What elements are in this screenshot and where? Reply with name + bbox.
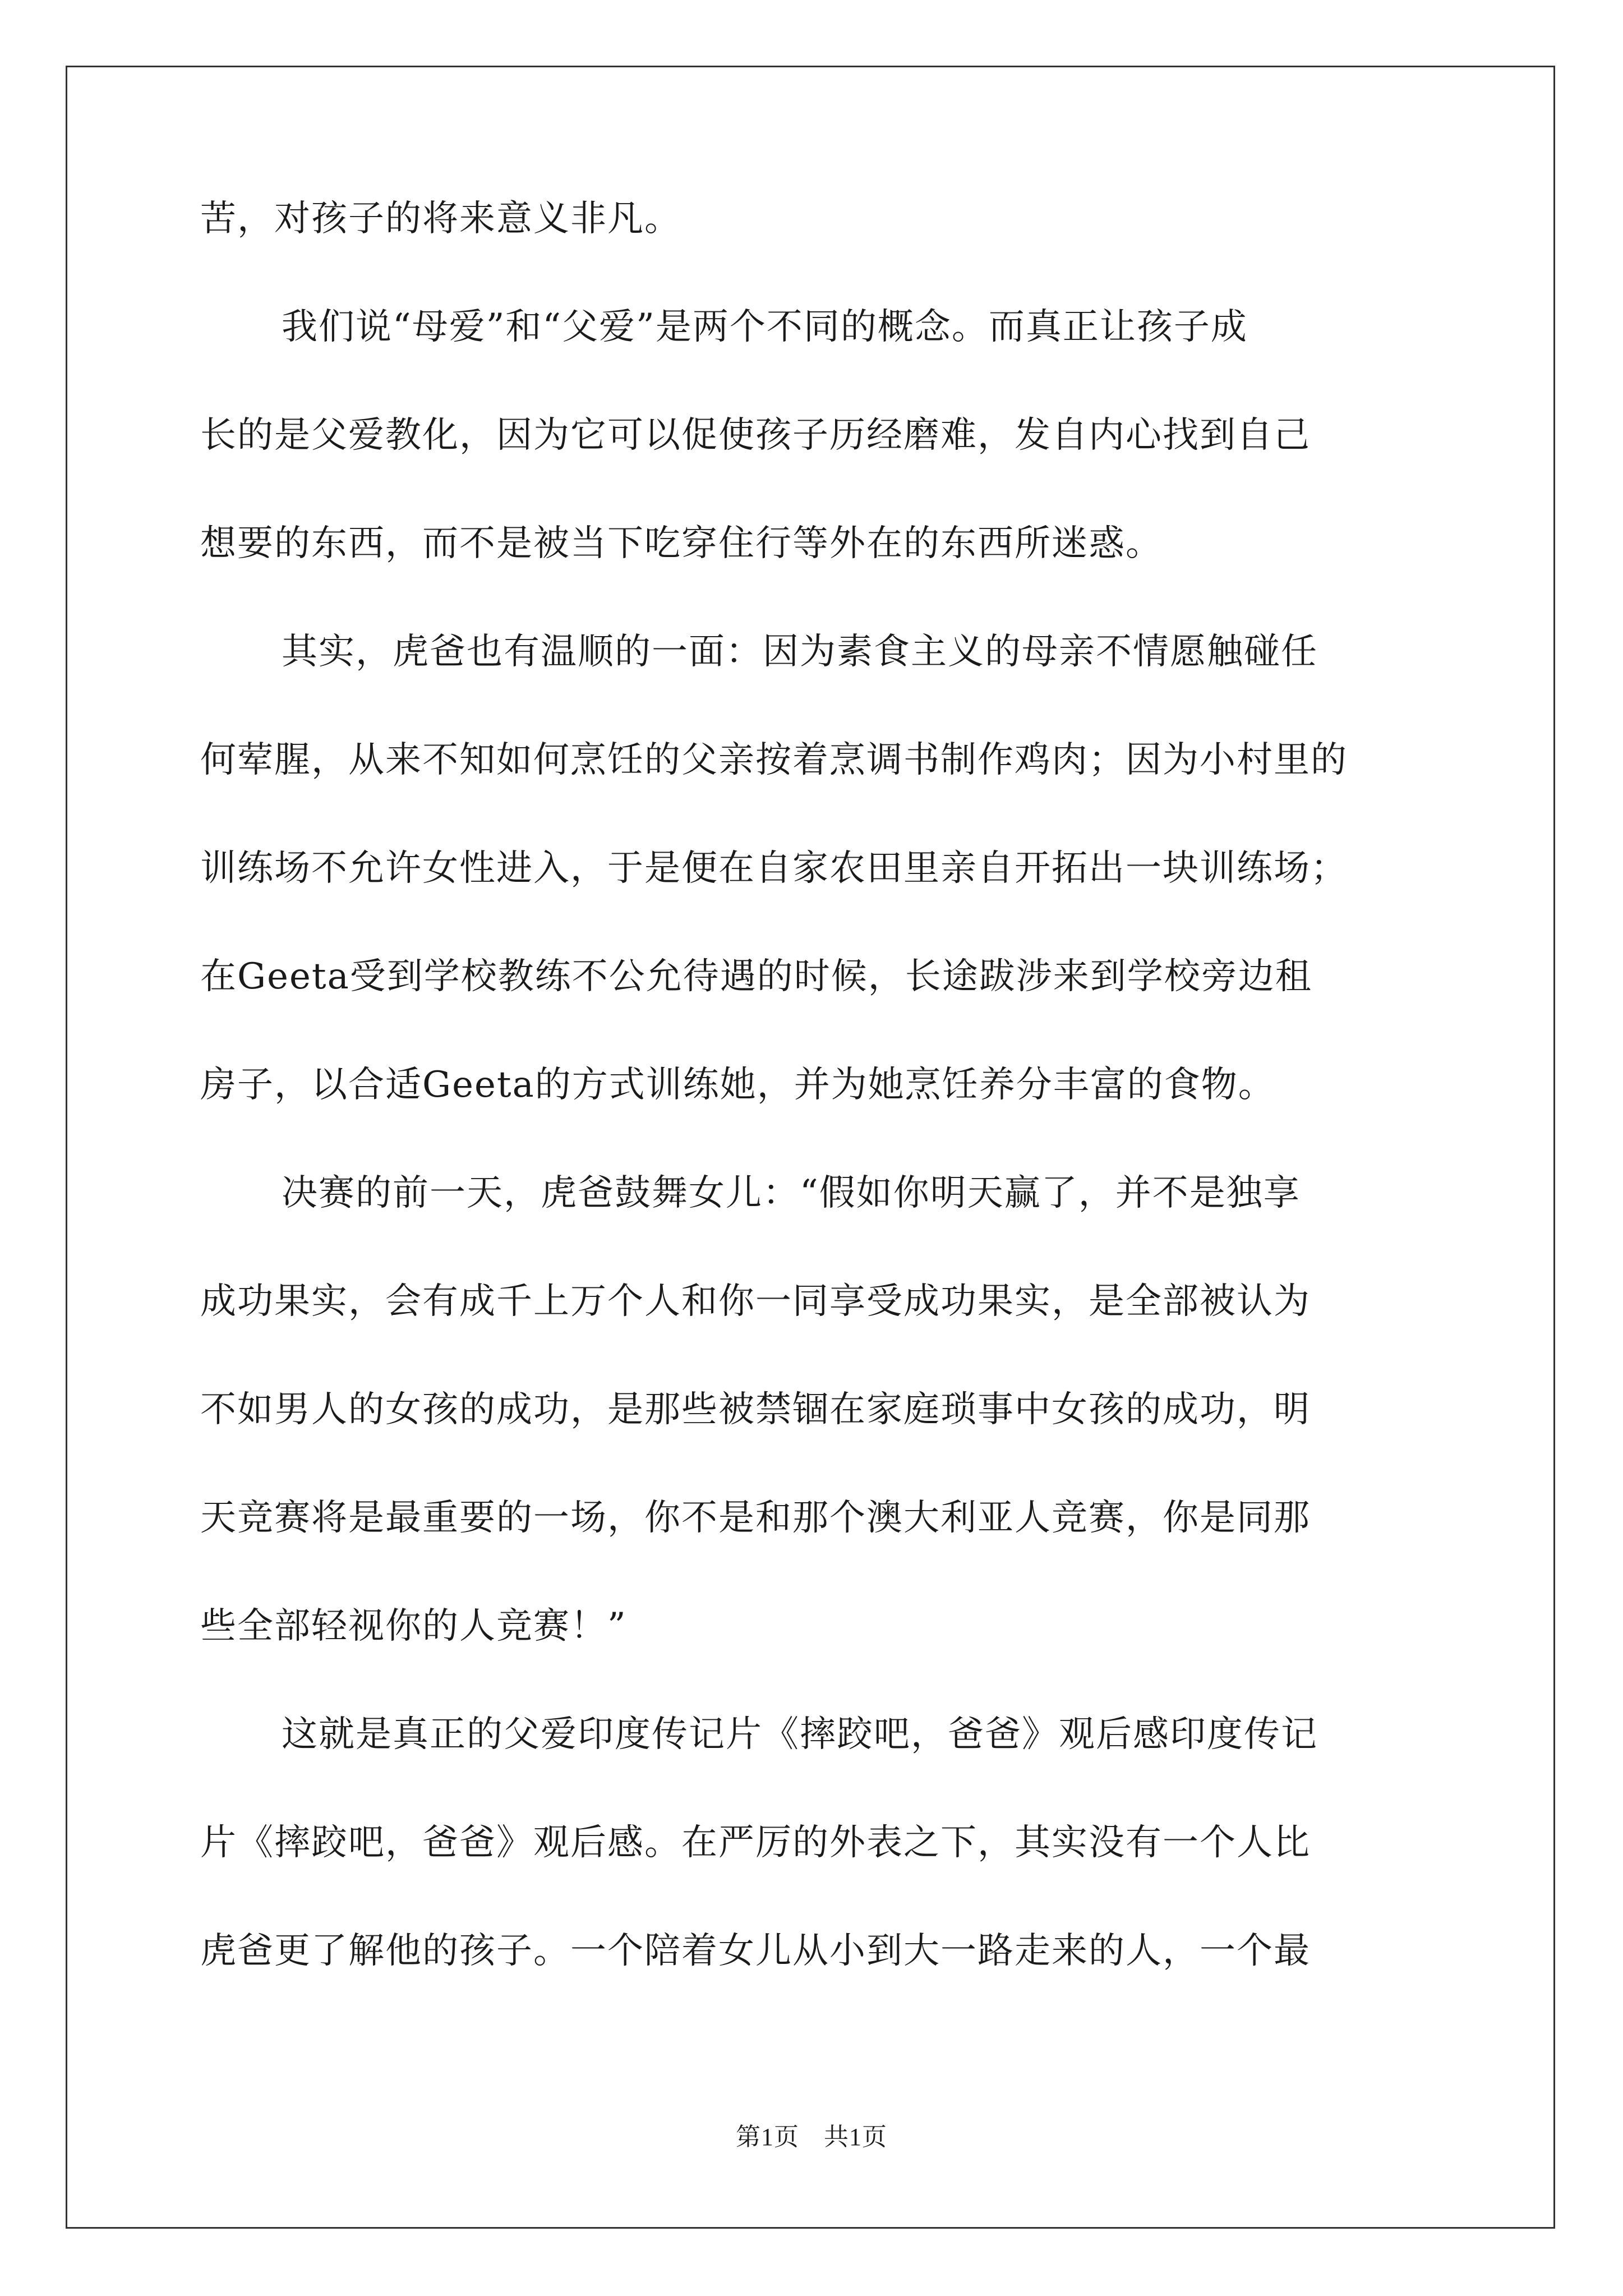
paragraph-start-line: 这就是真正的父爱印度传记片《摔跤吧，爸爸》观后感印度传记 (282, 1714, 1318, 1755)
text-line: 何荤腥，从来不知如何烹饪的父亲按着烹调书制作鸡肉；因为小村里的 (200, 739, 1348, 781)
text-line: 些全部轻视你的人竞赛！” (200, 1605, 627, 1647)
text-line: 片《摔跤吧，爸爸》观后感。在严厉的外表之下，其实没有一个人比 (200, 1822, 1311, 1864)
text-line: 房子，以合适Geeta的方式训练她，并为她烹饪养分丰富的食物。 (200, 1064, 1275, 1106)
paragraph-start-line: 我们说“母爱”和“父爱”是两个不同的概念。而真正让孩子成 (282, 306, 1248, 348)
text-line: 训练场不允许女性进入，于是便在自家农田里亲自开拓出一块训练场； (200, 848, 1348, 889)
page-total: 共1页 (824, 2123, 887, 2151)
text-line: 长的是父爱教化，因为它可以促使孩子历经磨难，发自内心找到自己 (200, 415, 1311, 456)
text-line: 在Geeta受到学校教练不公允待遇的时候，长途跋涉来到学校旁边租 (200, 956, 1312, 997)
paragraph-start-line: 其实，虎爸也有温顺的一面：因为素食主义的母亲不情愿触碰任 (282, 631, 1318, 673)
paragraph-start-line: 决赛的前一天，虎爸鼓舞女儿：“假如你明天赢了，并不是独享 (282, 1172, 1301, 1214)
page-footer (0, 2120, 1623, 2154)
text-line: 成功果实，会有成千上万个人和你一同享受成功果实，是全部被认为 (200, 1281, 1311, 1322)
text-line: 想要的东西，而不是被当下吃穿住行等外在的东西所迷惑。 (200, 523, 1163, 564)
text-line: 虎爸更了解他的孩子。一个陪着女儿从小到大一路走来的人，一个最 (200, 1930, 1311, 1972)
text-line: 不如男人的女孩的成功，是那些被禁锢在家庭琐事中女孩的成功，明 (200, 1389, 1311, 1430)
text-line: 苦，对孩子的将来意义非凡。 (200, 198, 681, 240)
page-border (66, 66, 1555, 2229)
text-line: 天竞赛将是最重要的一场，你不是和那个澳大利亚人竞赛，你是同那 (200, 1497, 1311, 1539)
page-number: 第1页 (736, 2123, 799, 2151)
